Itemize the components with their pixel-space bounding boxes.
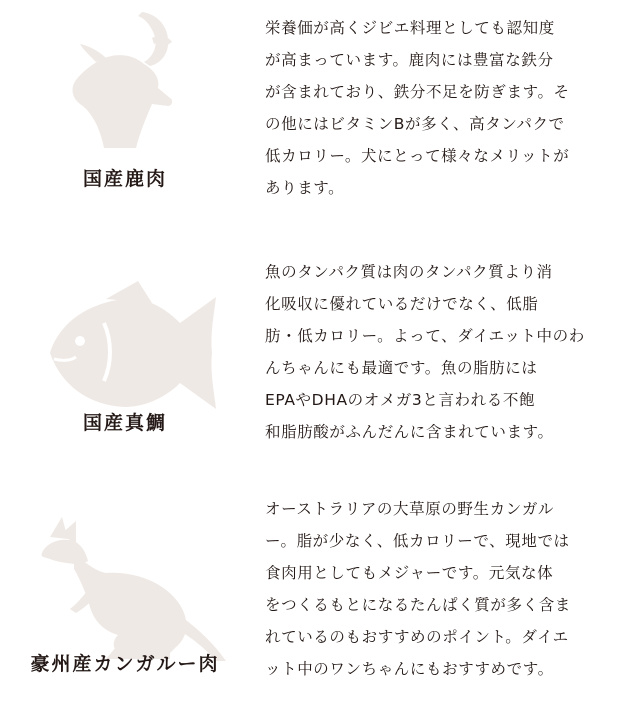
ingredient-section-sea-bream — [0, 243, 640, 473]
ingredient-section-kangaroo — [0, 487, 640, 717]
ingredient-description — [265, 12, 605, 204]
description-line: が含まれており、鉄分不足を防ぎます。そ — [265, 83, 570, 101]
description-line: 魚のタンパク質は肉のタンパク質より消 — [265, 263, 553, 281]
description-line: の他にはビタミンBが多く、高タンパクで — [265, 115, 565, 133]
fish-icon — [20, 263, 230, 413]
description-line: んちゃんにも最適です。魚の脂肪には — [265, 359, 538, 377]
description-line: 低カロリー。犬にとって様々なメリットが — [265, 147, 570, 165]
description-line: 和脂肪酸がふんだんに含まれています。 — [265, 423, 554, 441]
description-line: 食肉用としてもメジャーです。元気な体 — [265, 564, 554, 582]
description-line: EPAやDHAのオメガ3と言われる不飽 — [265, 391, 536, 409]
ingredient-description — [265, 256, 605, 448]
description-line: 化吸収に優れているだけでなく、低脂 — [265, 295, 539, 313]
deer-icon — [20, 8, 230, 158]
description-line: が高まっています。鹿肉には豊富な鉄分 — [265, 51, 554, 69]
description-line: 栄養価が高くジビエ料理としても認知度 — [265, 19, 555, 37]
description-line: ー。脂が少なく、低カロリーで、現地では — [265, 532, 570, 550]
description-line: れているのもおすすめのポイント。ダイエ — [265, 628, 569, 646]
ingredient-section-deer — [0, 0, 640, 230]
ingredient-name: 国産鹿肉 — [82, 168, 167, 190]
ingredient-name: 国産真鯛 — [82, 412, 167, 434]
kangaroo-icon — [20, 513, 230, 663]
description-line: オーストラリアの大草原の野生カンガル — [265, 500, 555, 518]
description-line: あります。 — [265, 179, 345, 197]
ingredient-description — [265, 493, 605, 685]
description-line: 肪・低カロリー。よって、ダイエット中のわ — [265, 327, 585, 345]
description-line: をつくるもとになるたんぱく質が多く含ま — [265, 596, 571, 614]
ingredient-name: 豪州産カンガルー肉 — [30, 653, 220, 675]
description-line: ット中のワンちゃんにもおすすめです。 — [265, 660, 554, 678]
